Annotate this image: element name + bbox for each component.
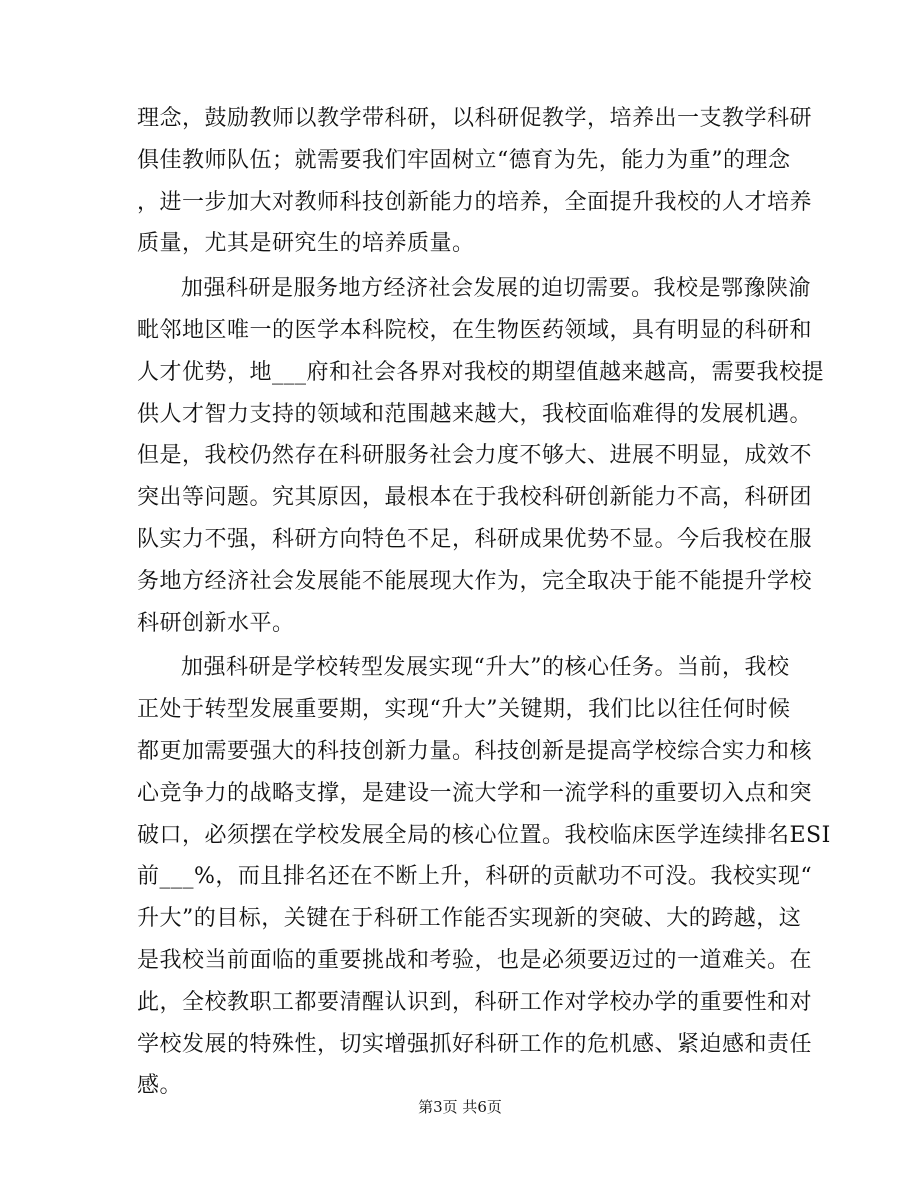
text-line: 但是，我校仍然存在科研服务社会力度不够大、进展不明显，成效不: [137, 443, 813, 468]
text-line: 突出等问题。究其原因，最根本在于我校科研创新能力不高，科研团: [137, 485, 813, 510]
text-line: 学校发展的特殊性，切实增强抓好科研工作的危机感、紧迫感和责任: [137, 1032, 813, 1057]
text-line: 感。: [137, 1073, 183, 1098]
text-line: 心竞争力的战略支撑，是建设一流大学和一流学科的重要切入点和突: [137, 781, 813, 806]
text-line: 前___%，而且排名还在不断上升，科研的贡献功不可没。我校实现“: [137, 864, 813, 889]
text-line: 务地方经济社会发展能不能展现大作为，完全取决于能不能提升学校: [137, 569, 813, 594]
text-line: 供人才智力支持的领域和范围越来越大，我校面临难得的发展机遇。: [137, 402, 813, 427]
text-line: 都更加需要强大的科技创新力量。科技创新是提高学校综合实力和核: [137, 739, 813, 764]
text-line: 升大”的目标，关键在于科研工作能否实现新的突破、大的跨越，这: [137, 906, 802, 931]
text-line: ，进一步加大对教师科技创新能力的培养，全面提升我校的人才培养: [137, 190, 813, 215]
text-line: 科研创新水平。: [137, 611, 295, 636]
text-line: 加强科研是服务地方经济社会发展的迫切需要。我校是鄂豫陕渝: [181, 276, 812, 301]
page-number: 第3页 共6页: [418, 1098, 502, 1116]
text-line: 人才优势，地___府和社会各界对我校的期望值越来越高，需要我校提: [137, 360, 825, 385]
text-line: 加强科研是学校转型发展实现“升大”的核心任务。当前，我校: [181, 655, 790, 680]
text-line: 队实力不强，科研方向特色不足，科研成果优势不显。今后我校在服: [137, 527, 813, 552]
text-line: 破口，必须摆在学校发展全局的核心位置。我校临床医学连续排名ESI: [137, 823, 831, 848]
text-line: 是我校当前面临的重要挑战和考验，也是必须要迈过的一道难关。在: [137, 948, 813, 973]
text-line: 质量，尤其是研究生的培养质量。: [137, 231, 475, 256]
text-line: 俱佳教师队伍；就需要我们牢固树立“德育为先，能力为重”的理念: [137, 148, 791, 173]
text-line: 正处于转型发展重要期，实现“升大”关键期，我们比以往任何时候: [137, 697, 791, 722]
text-line: 理念，鼓励教师以教学带科研，以科研促教学，培养出一支教学科研: [137, 106, 813, 131]
text-line: 毗邻地区唯一的医学本科院校，在生物医药领域，具有明显的科研和: [137, 318, 813, 343]
text-line: 此，全校教职工都要清醒认识到，科研工作对学校办学的重要性和对: [137, 990, 813, 1015]
